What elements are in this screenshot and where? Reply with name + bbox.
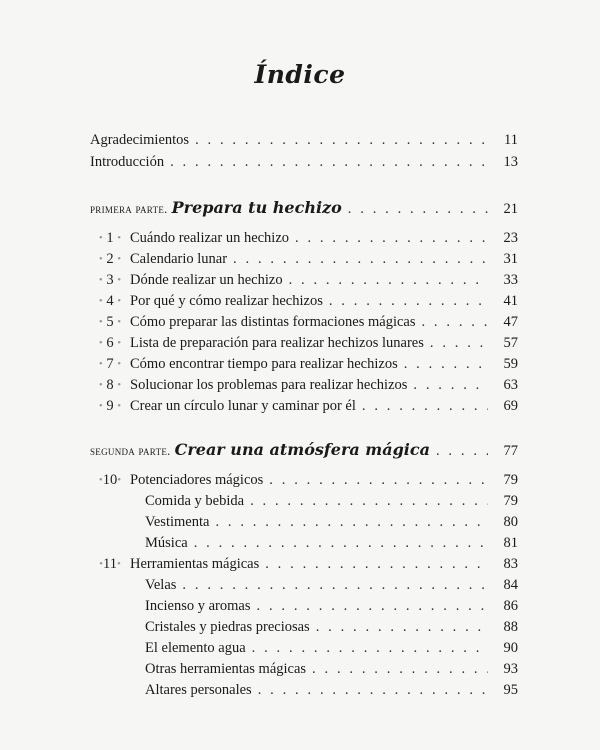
chapter-number: • 5 • — [98, 314, 122, 330]
dot-leader — [329, 291, 488, 311]
chapter-entry — [90, 270, 518, 290]
chapter-label: Potenciadores mágicos — [130, 472, 264, 488]
subsection-entry — [145, 638, 518, 658]
dot-leader — [316, 617, 488, 637]
part-page: 77 — [503, 443, 518, 459]
subsection-page: 93 — [503, 661, 518, 677]
part-prefix: primera parte. — [90, 202, 168, 216]
subsection-entry — [145, 575, 518, 595]
subsection-entry — [145, 596, 518, 616]
part-heading — [90, 198, 518, 218]
dot-leader — [289, 270, 488, 290]
chapter-label: Calendario lunar — [130, 251, 228, 267]
subsection-page: 90 — [503, 640, 518, 656]
chapter-number: • 6 • — [98, 335, 122, 351]
chapter-entry — [90, 470, 518, 490]
chapter-label: Lista de preparación para realizar hechizos lunares — [130, 335, 424, 351]
subsection-entry — [145, 659, 518, 679]
chapter-label: Crear un círculo lunar y caminar por él — [130, 398, 356, 414]
part-heading — [90, 440, 518, 460]
dot-leader — [265, 554, 488, 574]
chapter-label: Herramientas mágicas — [130, 556, 260, 572]
subsection-entry — [145, 491, 518, 511]
entry-label: Introducción — [90, 154, 165, 170]
subsection-entry — [145, 533, 518, 553]
entry-page: 13 — [503, 154, 518, 170]
chapter-number: • 7 • — [98, 356, 122, 372]
subsection-page: 80 — [503, 514, 518, 530]
chapter-entry — [90, 354, 518, 374]
chapter-label: Por qué y cómo realizar hechizos — [130, 293, 323, 309]
dot-leader — [348, 199, 488, 219]
chapter-number: • 2 • — [98, 251, 122, 267]
toc-entry — [90, 130, 518, 150]
chapter-entry — [90, 291, 518, 311]
chapter-number: • 1 • — [98, 230, 122, 246]
subsection-label: Velas — [145, 577, 177, 593]
subsection-label: Altares personales — [145, 682, 252, 698]
chapter-page: 33 — [503, 272, 518, 288]
chapter-label: Solucionar los problemas para realizar hechizos — [130, 377, 408, 393]
chapter-entry — [90, 375, 518, 395]
dot-leader — [252, 638, 488, 658]
dot-leader — [215, 512, 488, 532]
chapter-number: • 4 • — [98, 293, 122, 309]
dot-leader — [194, 533, 488, 553]
chapter-entry — [90, 249, 518, 269]
dot-leader — [295, 228, 488, 248]
part-page: 21 — [503, 201, 518, 217]
subsection-page: 84 — [503, 577, 518, 593]
subsection-entry — [145, 512, 518, 532]
dot-leader — [413, 375, 488, 395]
subsection-label: Incienso y aromas — [145, 598, 251, 614]
dot-leader — [436, 441, 488, 461]
chapter-page: 57 — [503, 335, 518, 351]
chapter-page: 79 — [503, 472, 518, 488]
chapter-entry — [90, 228, 518, 248]
dot-leader — [250, 491, 488, 511]
chapter-label: Cuándo realizar un hechizo — [130, 230, 290, 246]
chapter-page: 23 — [503, 230, 518, 246]
entry-page: 11 — [504, 132, 518, 148]
chapter-entry — [90, 396, 518, 416]
chapter-label: Cómo encontrar tiempo para realizar hechizos — [130, 356, 398, 372]
chapter-number: •10• — [98, 472, 122, 488]
dot-leader — [421, 312, 488, 332]
dot-leader — [257, 596, 489, 616]
subsection-entry — [145, 680, 518, 700]
subsection-label: Comida y bebida — [145, 493, 245, 509]
dot-leader — [233, 249, 488, 269]
chapter-page: 47 — [503, 314, 518, 330]
chapter-page: 63 — [503, 377, 518, 393]
chapter-entry — [90, 312, 518, 332]
chapter-page: 41 — [503, 293, 518, 309]
chapter-page: 83 — [503, 556, 518, 572]
chapter-label: Dónde realizar un hechizo — [130, 272, 283, 288]
chapter-page: 59 — [503, 356, 518, 372]
part-prefix: segunda parte. — [90, 444, 171, 458]
dot-leader — [182, 575, 488, 595]
dot-leader — [269, 470, 488, 490]
page-title: Índice — [254, 60, 346, 89]
chapter-number: •11• — [99, 556, 121, 572]
chapter-entry — [90, 554, 518, 574]
dot-leader — [362, 396, 488, 416]
subsection-page: 95 — [503, 682, 518, 698]
subsection-label: Otras herramientas mágicas — [145, 661, 307, 677]
chapter-number: • 3 • — [98, 272, 122, 288]
part-title: Prepara tu hechizo — [171, 198, 342, 217]
subsection-page: 81 — [503, 535, 518, 551]
dot-leader — [195, 130, 488, 150]
chapter-page: 69 — [503, 398, 518, 414]
chapter-entry — [90, 333, 518, 353]
dot-leader — [430, 333, 488, 353]
subsection-page: 79 — [503, 493, 518, 509]
chapter-number: • 8 • — [98, 377, 122, 393]
entry-label: Agradecimientos — [90, 132, 190, 148]
chapter-number: • 9 • — [98, 398, 122, 414]
part-title: Crear una atmósfera mágica — [174, 440, 430, 459]
dot-leader — [170, 152, 488, 172]
subsection-entry — [145, 617, 518, 637]
subsection-page: 88 — [503, 619, 518, 635]
chapter-page: 31 — [503, 251, 518, 267]
toc-entry — [90, 152, 518, 172]
subsection-label: El elemento agua — [145, 640, 246, 656]
subsection-label: Música — [145, 535, 188, 551]
dot-leader — [258, 680, 488, 700]
subsection-label: Cristales y piedras preciosas — [145, 619, 310, 635]
subsection-page: 86 — [503, 598, 518, 614]
chapter-label: Cómo preparar las distintas formaciones mágicas — [130, 314, 416, 330]
dot-leader — [312, 659, 488, 679]
subsection-label: Vestimenta — [145, 514, 210, 530]
dot-leader — [404, 354, 488, 374]
